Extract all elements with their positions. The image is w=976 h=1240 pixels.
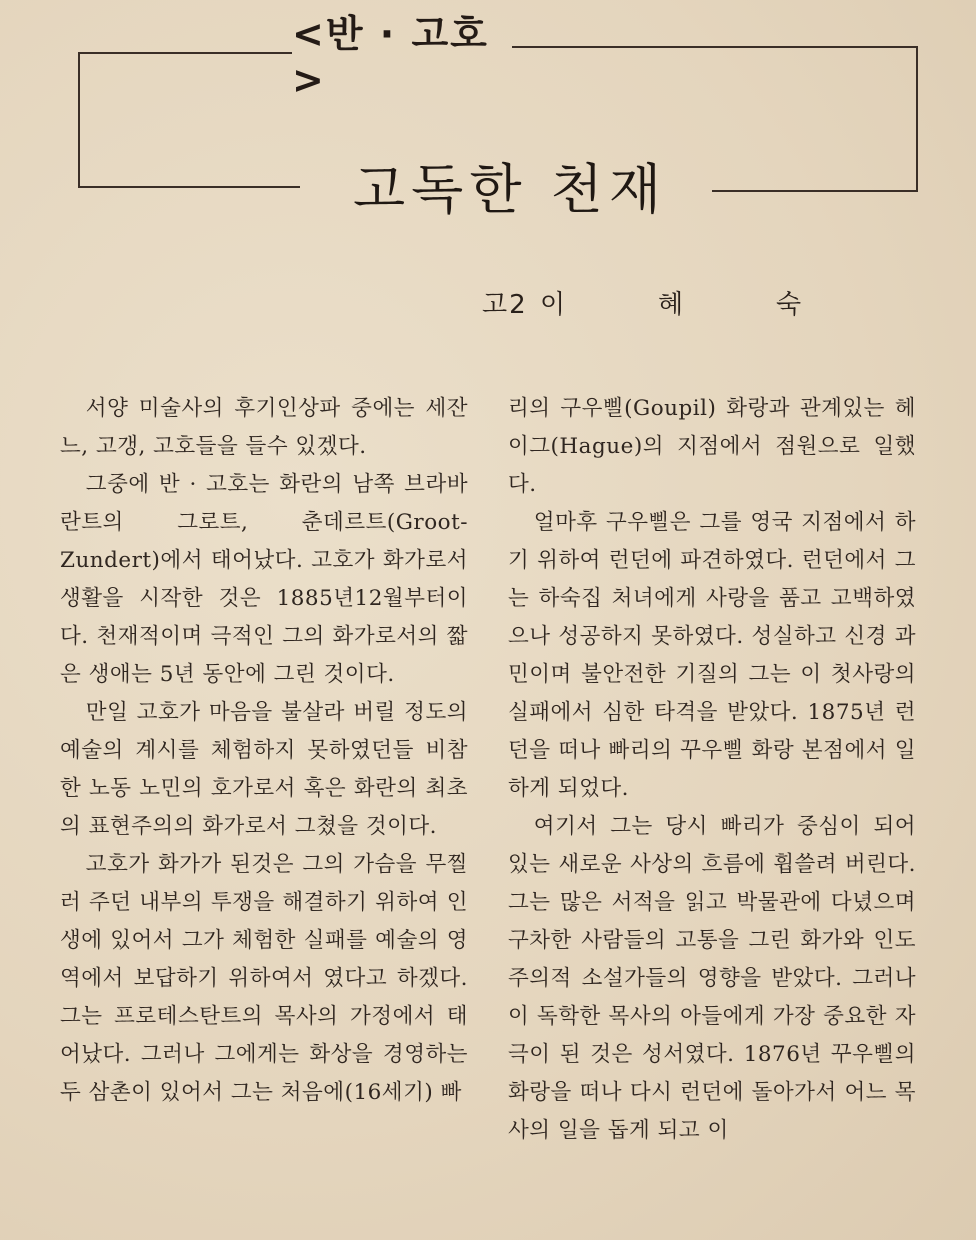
frame-top-right-rule [512,46,918,48]
paragraph: 고호가 화가가 된것은 그의 가슴을 무찔러 주던 내부의 투쟁을 해결하기 위하여 인생에 있어서 그가 체험한 실패를 예술의 영역에서 보답하기 위하여서 였다고 하겠다. 그는 프로테스탄트의 목사의 가정에서 태어났다. 그러나 그에게는 화상을 경영하는 두 삼촌이 있어서 그는 처음에(16세기) 빠 [60,852,468,1105]
byline-name-char: 이 [540,289,566,320]
left-column [60,390,468,1112]
paragraph: 만일 고호가 마음을 불살라 버릴 정도의 예술의 계시를 체험하지 못하였던들 비참한 노동 노민의 호가로서 혹은 화란의 최초의 표현주의의 화가로서 그쳤을 것이다. [60,700,468,839]
frame-left-rule [78,52,80,186]
paragraph: 서양 미술사의 후기인상파 중에는 세잔느, 고갱, 고호들을 들수 있겠다. [60,396,468,459]
series-label: <반 · 고호> [292,11,489,102]
byline-name-char: 혜 [658,289,684,320]
paragraph: 얼마후 구우삘은 그를 영국 지점에서 하기 위하여 런던에 파견하였다. 런던에서 그는 하숙집 처녀에게 사랑을 품고 고백하였으나 성공하지 못하였다. 성실하고 신경 과민이며 불안전한 기질의 그는 이 첫사랑의 실패에서 심한 타격을 받았다. 1875년 런던을 떠나 빠리의 꾸우삘 화랑 본점에서 일하게 되었다. [508,510,916,801]
byline [482,282,816,322]
paragraph: 여기서 그는 당시 빠리가 중심이 되어 있는 새로운 사상의 흐름에 휩쓸려 버린다. 그는 많은 서적을 읽고 박물관에 다녔으며 구차한 사람들의 고통을 그린 화가와 인도주의적 소설가들의 영향을 받았다. 그러나 이 독학한 목사의 아들에게 가장 중요한 자극이 된 것은 성서였다. 1876년 꾸우삘의 화랑을 떠나 다시 런던에 돌아가서 어느 목사의 일을 돕게 되고 이 [508,814,916,1143]
paragraph: 리의 구우삘(Goupil) 화랑과 관계있는 헤이그(Hague)의 지점에서 점원으로 일했다. [508,396,916,497]
byline-grade: 고2 [482,289,528,320]
byline-name-char: 숙 [776,289,802,320]
frame-right-rule [916,46,918,190]
paragraph: 그중에 반 · 고호는 화란의 남쪽 브라바란트의 그로트, 춘데르트(Groot-Zundert)에서 태어났다. 고호가 화가로서 생활을 시작한 것은 1885년12월부터이다. 천재적이며 극적인 그의 화가로서의 짧은 생애는 5년 동안에 그린 것이다. [60,472,468,687]
frame-bottom-right-rule [712,190,918,192]
frame-top-left-rule [80,52,292,54]
article-title: 고독한 천재 [353,158,667,221]
frame-bottom-left-rule [78,186,300,188]
right-column [508,390,916,1150]
